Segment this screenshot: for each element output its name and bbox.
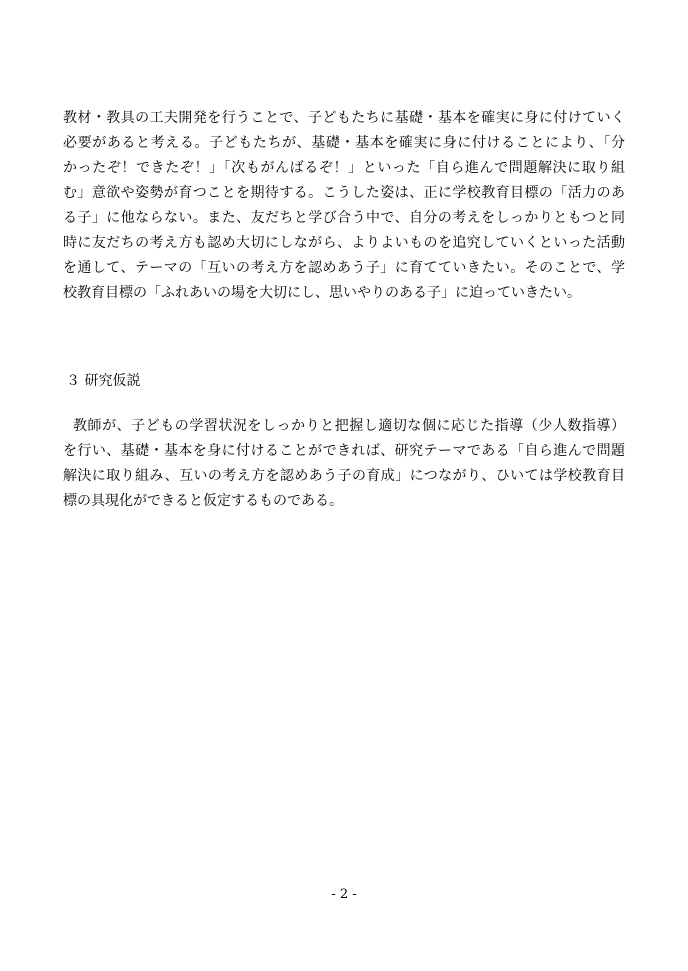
paragraph-1-line: を通して、テーマの「互いの考え方を認めあう子」に育てていきたい。そのことで、学: [63, 260, 625, 276]
paragraph-1-line: 時に友だちの考え方も認め大切にしながら、よりよいものを追究していくといった活動: [63, 235, 625, 251]
section-3-line: を行い、基礎・基本を身に付けることができれば、研究テーマである「自ら進んで問題: [63, 443, 625, 459]
section-3-line: 解決に取り組み、互いの考え方を認めあう子の育成」につながり、ひいては学校教育目: [63, 468, 625, 484]
paragraph-1-line: む」意欲や姿勢が育つことを期待する。こうした姿は、正に学校教育目標の「活力のあ: [63, 185, 625, 201]
paragraph-1-line: 校教育目標の「ふれあいの場を大切にし、思いやりのある子」に迫っていきたい。: [63, 285, 581, 301]
section-3-heading: ３ 研究仮説: [66, 373, 141, 389]
paragraph-1-line: かったぞ！できたぞ！」「次もがんばるぞ！」といった「自ら進んで問題解決に取り組: [63, 160, 625, 176]
paragraph-1-line: 必要があると考える。子どもたちが、基礎・基本を確実に身に付けることにより、「分: [63, 135, 625, 151]
page-number: - 2 -: [331, 887, 357, 902]
section-3-line: 教師が、子どもの学習状況をしっかりと把握し適切な個に応じた指導（少人数指導）: [63, 418, 625, 434]
paragraph-1-line: る子」に他ならない。また、友だちと学び合う中で、自分の考えをしっかりともつと同: [63, 210, 625, 226]
paragraph-1-line: 教材・教具の工夫開発を行うことで、子どもたちに基礎・基本を確実に身に付けていく: [63, 110, 625, 126]
section-3-line: 標の具現化ができると仮定するものである。: [63, 493, 343, 509]
